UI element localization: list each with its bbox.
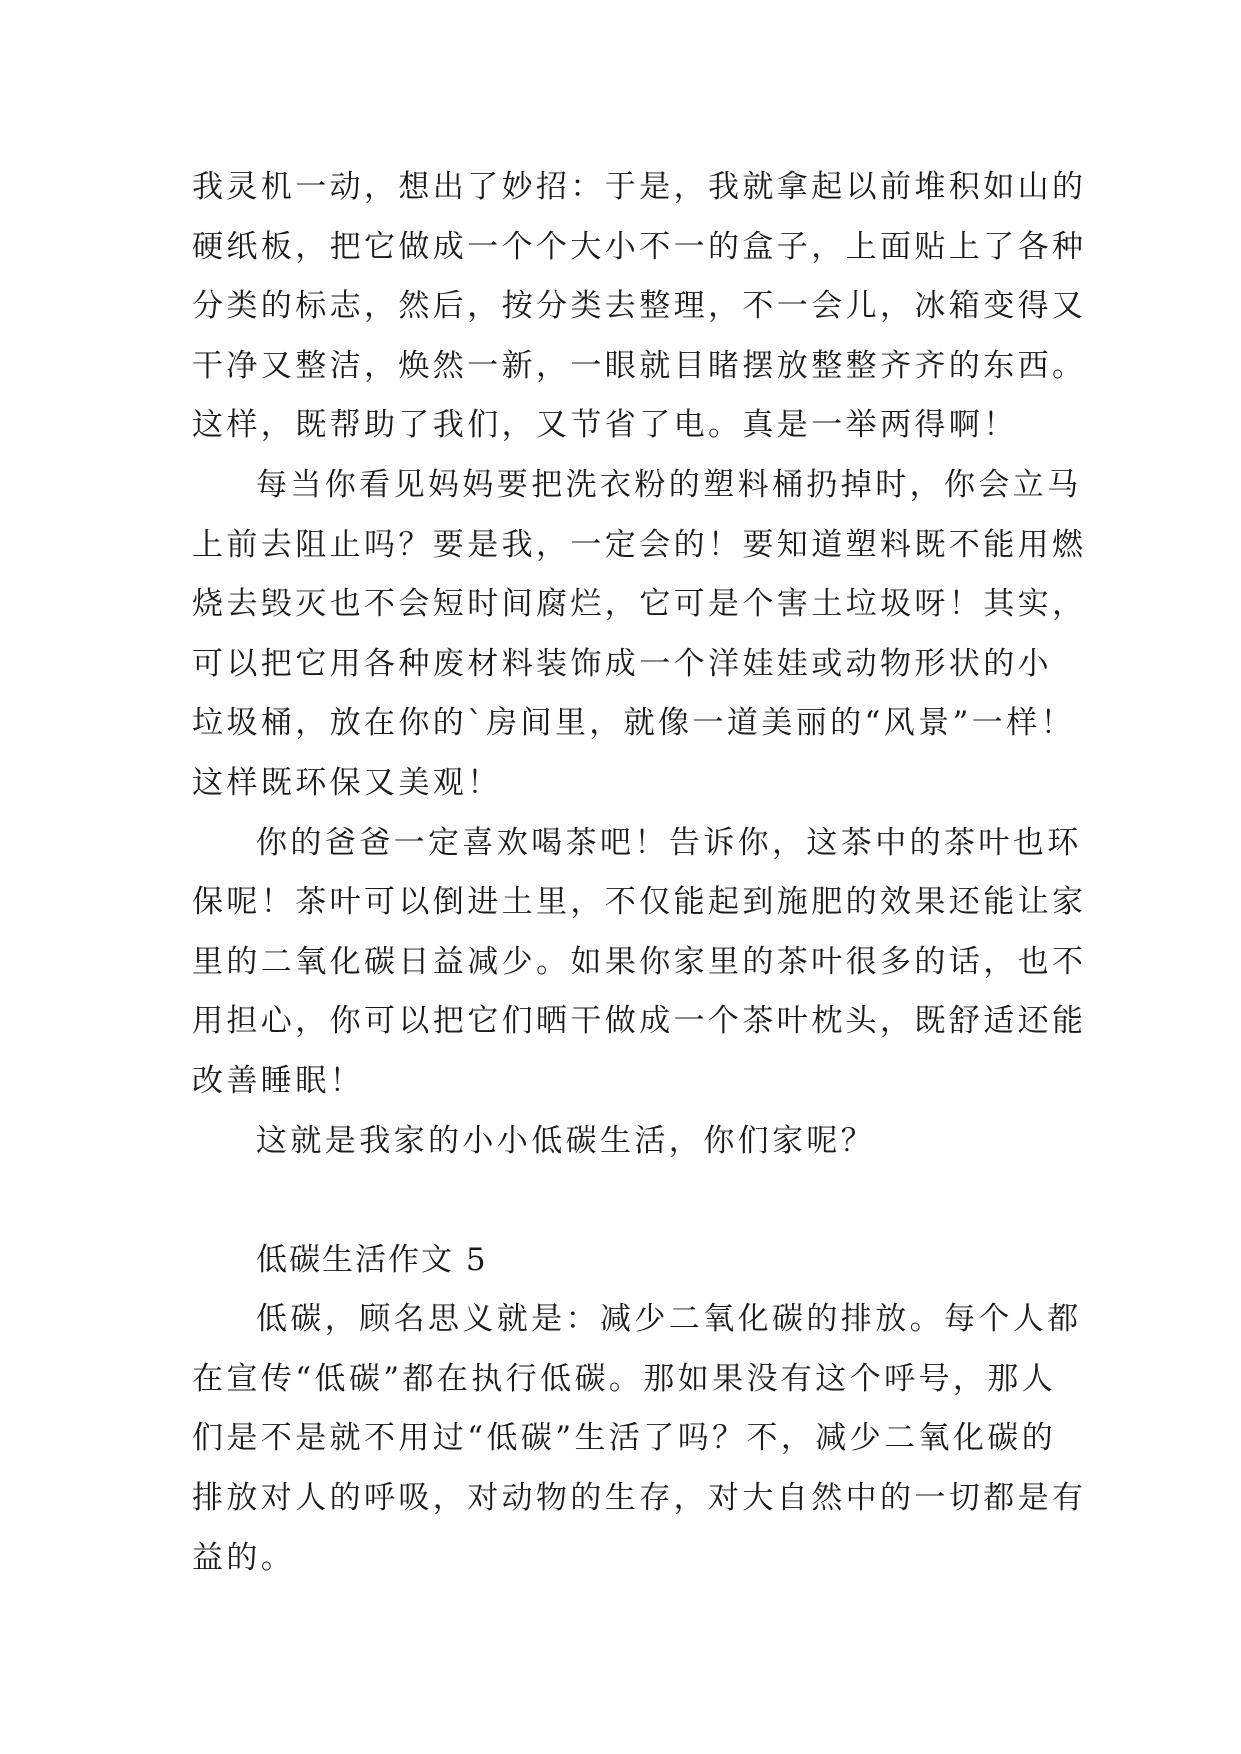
text-line: 这就是我家的小小低碳生活，你们家呢？ (256, 1122, 876, 1159)
text-line: 里的二氧化碳日益减少。如果你家里的茶叶很多的话，也不 (192, 943, 1087, 980)
text-line: 保呢！茶叶可以倒进土里，不仅能起到施肥的效果还能让家 (192, 884, 1087, 921)
paragraph-tea-leaves (192, 814, 1087, 1112)
paragraph-fridge (192, 158, 1087, 456)
paragraph-low-carbon-definition (192, 1290, 1087, 1588)
text-line: 益的。 (192, 1539, 296, 1576)
text-line: 低碳，顾名思义就是：减少二氧化碳的排放。每个人都 (256, 1301, 1082, 1338)
text-line: 上前去阻止吗？要是我，一定会的！要知道塑料既不能用燃 (192, 526, 1087, 563)
text-line: 在宣传“低碳”都在执行低碳。那如果没有这个呼号，那人 (192, 1360, 1057, 1397)
paragraph-conclusion (192, 1112, 1052, 1172)
text-line: 这样，既帮助了我们，又节省了电。真是一举两得啊！ (192, 407, 1018, 444)
text-line: 烧去毁灭也不会短时间腐烂，它可是个害土垃圾呀！其实， (192, 586, 1087, 623)
text-line: 这样既环保又美观！ (192, 764, 502, 801)
blank-line (192, 1171, 1052, 1231)
text-line: 可以把它用各种废材料装饰成一个洋娃娃或动物形状的小 (192, 645, 1052, 682)
text-line: 用担心，你可以把它们晒干做成一个茶叶枕头，既舒适还能 (192, 1003, 1087, 1040)
text-line: 硬纸板，把它做成一个个大小不一的盒子，上面贴上了各种 (192, 228, 1087, 265)
text-line: 你的爸爸一定喜欢喝茶吧！告诉你，这茶中的茶叶也环 (256, 824, 1082, 861)
document-body (192, 158, 1087, 1588)
paragraph-plastic-bucket (192, 456, 1087, 814)
text-line: 每当你看见妈妈要把洗衣粉的塑料桶扔掉时，你会立马 (256, 466, 1082, 503)
text-line: 干净又整洁，焕然一新，一眼就目睹摆放整整齐齐的东西。 (192, 347, 1087, 384)
section-heading: 低碳生活作文 5 (256, 1241, 488, 1278)
text-line: 垃圾桶，放在你的`房间里，就像一道美丽的“风景”一样！ (192, 705, 1075, 742)
text-line: 分类的标志，然后，按分类去整理，不一会儿，冰箱变得又 (192, 288, 1087, 325)
text-line: 我灵机一动，想出了妙招：于是，我就拿起以前堆积如山的 (192, 169, 1087, 205)
text-line: 改善睡眠！ (192, 1062, 364, 1099)
text-line: 们是不是就不用过“低碳”生活了吗？不，减少二氧化碳的 (192, 1420, 1057, 1457)
text-line: 排放对人的呼吸，对动物的生存，对大自然中的一切都是有 (192, 1480, 1087, 1517)
